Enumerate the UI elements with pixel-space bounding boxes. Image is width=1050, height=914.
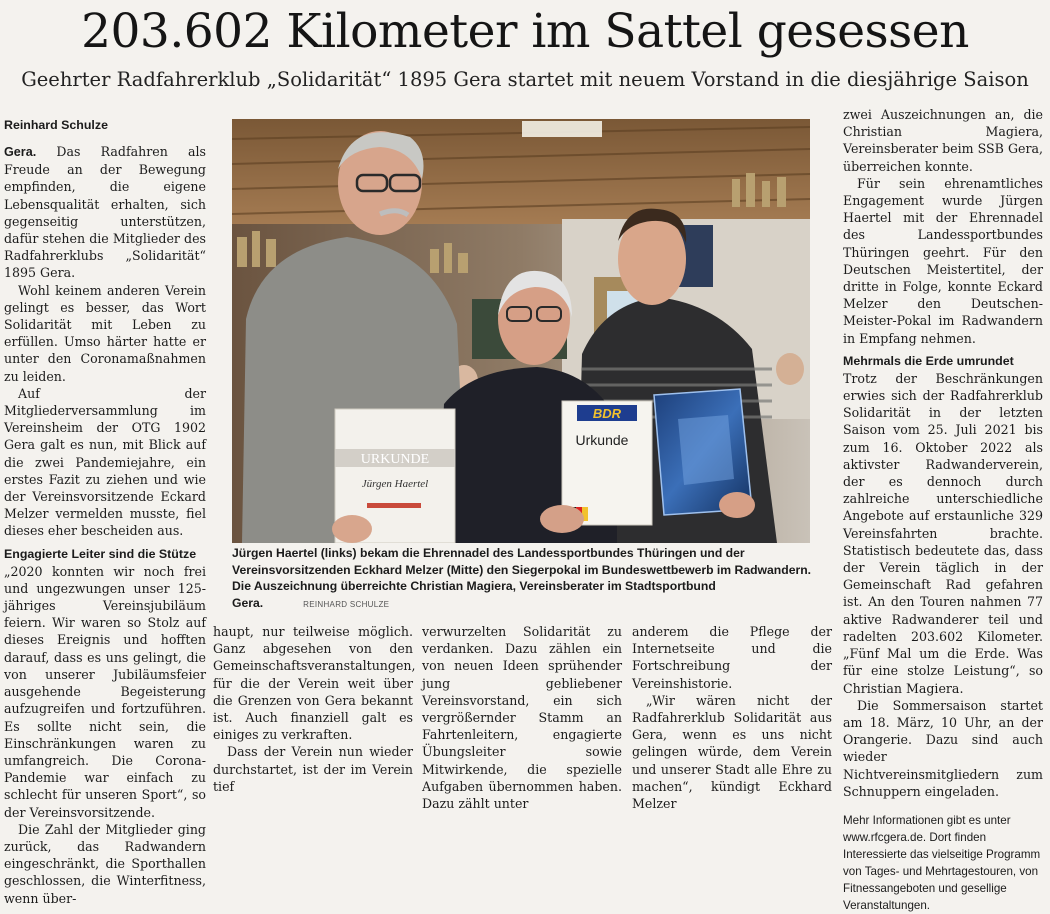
col1-paragraph-1-text: Das Radfahren als Freude an der Bewegung empfinden, die eigene Lebensqualität erhalten, sich gegenseitig unterstützen, dafür stehen die Mitglieder des Radfahrerklubs „Solidarität“ 1895 Gera. xyxy=(4,144,206,281)
col2-paragraph-1: haupt, nur teilweise möglich. Ganz abgesehen von den Gemeinschaftsveranstaltungen, für die der Verein weit über die Grenzen von Gera bekannt ist. Auch finanziell galt es einiges zu verkraften. xyxy=(213,624,416,743)
info-text: Mehr Informationen gibt es unter www.rfcgera.de. Dort finden Interessierte das vielseitige Programm von Tages- und Mehrtagestouren, von Fitnessangeboten und gesellige Veranstaltungen. xyxy=(843,813,1041,912)
column-3 xyxy=(422,623,622,812)
info-box xyxy=(843,812,1043,914)
col4-paragraph-2: „Wir wären nicht der Radfahrerklub Solidarität aus Gera, wenn es uns nicht gelingen würde, dem Verein und unserer Stadt alle Ehre zu machen“, kündigt Eckhard Melzer xyxy=(632,692,832,812)
column-5 xyxy=(843,106,1043,914)
certificate-right xyxy=(562,401,652,525)
col1-subheading: Engagierte Leiter sind die Stütze xyxy=(4,546,197,561)
photo-award-ceremony xyxy=(232,119,810,543)
subheadline: Geehrter Radfahrerklub „Solidarität“ 1895 Gera startet mit neuem Vorstand in die diesjährige Saison xyxy=(21,68,1029,91)
certificate-right-logo: BDR xyxy=(592,406,622,421)
photo-illustration xyxy=(232,119,810,543)
col1-paragraph-1 xyxy=(4,143,206,282)
col5-paragraph-3: Trotz der Beschränkungen erwies sich der Radfahrerklub Solidarität in der letzten Saison vom 25. Juli 2021 bis zum 16. Oktober 2022 als aktivster Radwanderverein, der es dennoch durch zahlreiche unterschiedliche Angebote auf erstaunliche 329 Vereinsfahrten brachte. Statistisch bedeutete das, dass der Verein täglich in der Gemeinschaft Rad gefahren ist. An den Touren nahmen 77 aktive Radwanderer teil und radelten 203.602 Kilometer. „Fünf Mal um die Erde. Was für eine stolze Leistung“, so Christian Magiera. xyxy=(843,370,1043,696)
column-4 xyxy=(632,623,832,812)
col4-paragraph-1: anderem die Pflege der Internetseite und die Fortschreibung der Vereinshistorie. xyxy=(632,624,832,691)
col5-paragraph-2: Für sein ehrenamtliches Engagement wurde Jürgen Haertel mit der Ehrennadel des Landessportbundes Thüringen geehrt. Für den Deutschen Meistertitel, der dritte in Folge, konnte Eckard Melzer den Deutschen-Meister-Pokal im Radwandern in Empfang nehmen. xyxy=(843,175,1043,346)
dateline: Gera. xyxy=(4,145,37,159)
col1-paragraph-5: Die Zahl der Mitglieder ging zurück, das Radwandern eingeschränkt, die Sporthallen geschlossen, die Winterfitness, wenn über- xyxy=(4,821,206,906)
col1-paragraph-2: Wohl keinem anderen Verein gelingt es besser, das Wort Solidarität mit Leben zu erfüllen. Umso härter hatte er unter den Coronamaßnahmen zu leiden. xyxy=(4,282,206,384)
col5-paragraph-4: Die Sommersaison startet am 18. März, 10 Uhr, an der Orangerie. Dazu sind auch wieder Nichtvereinsmitgliedern zum Schnuppern eingeladen. xyxy=(843,697,1043,799)
col5-paragraph-1: zwei Auszeichnungen an, die Christian Magiera, Vereinsberater beim SSB Gera, überreichen konnte. xyxy=(843,107,1043,174)
photo-caption-text: Jürgen Haertel (links) bekam die Ehrennadel des Landessportbundes Thüringen und der Vereinsvorsitzenden Eckhard Melzer (Mitte) den Siegerpokal im Bundeswettbewerb im Radwandern. Die Auszeichnung überreichte Christian Magiera, Vereinsberater im Stadtsportbund Gera. xyxy=(232,546,812,610)
col2-paragraph-2: Dass der Verein nun wieder durchstartet, ist der im Verein tief xyxy=(213,744,413,794)
photo-caption xyxy=(232,545,812,613)
column-1 xyxy=(4,117,206,907)
col1-paragraph-3: Auf der Mitgliederversammlung im Vereinsheim der OTG 1902 Gera galt es nun, mit Blick auf die zwei Pandemiejahre, ein erstes Fazit zu ziehen und wie der Vereinsvorsitzende Eckard Melzer vermelden musste, fiel dieses eher bescheiden aus. xyxy=(4,385,206,539)
col1-paragraph-4: „2020 konnten wir noch frei und ungezwungen unser 125-jähriges Vereinsjubiläum feiern. Wir waren so Stolz auf dieses Ereignis und hofften darauf, dass es uns gelingt, die von unserer Jubiläumsfeier ausgehende Begeisterung aufzugreifen und fortzuführen. Es sollte nicht sein, die Einschränkungen waren zu umfangreich. Die Corona-Pandemie war einfach zu schlecht für unseren Sport“, so der Vereinsvorsitzende. xyxy=(4,563,206,820)
photo-credit: REINHARD SCHULZE xyxy=(303,599,390,609)
certificate-left-title: URKUNDE xyxy=(360,452,430,467)
column-2 xyxy=(213,623,416,795)
byline: Reinhard Schulze xyxy=(4,118,108,132)
certificate-left-name: Jürgen Haertel xyxy=(361,478,429,490)
col5-subheading: Mehrmals die Erde umrundet xyxy=(843,353,1014,368)
col3-paragraph-1: verwurzelten Solidarität zu verdanken. Dazu zählen ein von neuen Ideen sprühender jung gebliebener Vereinsvorstand, ein sich vergrößernder Stamm an Fahrtenleitern, engagierte Übungsleiter sowie Mitwirkende, die spezielle Aufgaben übernommen haben. Dazu zählt unter xyxy=(422,624,622,812)
certificate-right-title: Urkunde xyxy=(575,432,629,448)
headline: 203.602 Kilometer im Sattel gesessen xyxy=(81,4,969,59)
